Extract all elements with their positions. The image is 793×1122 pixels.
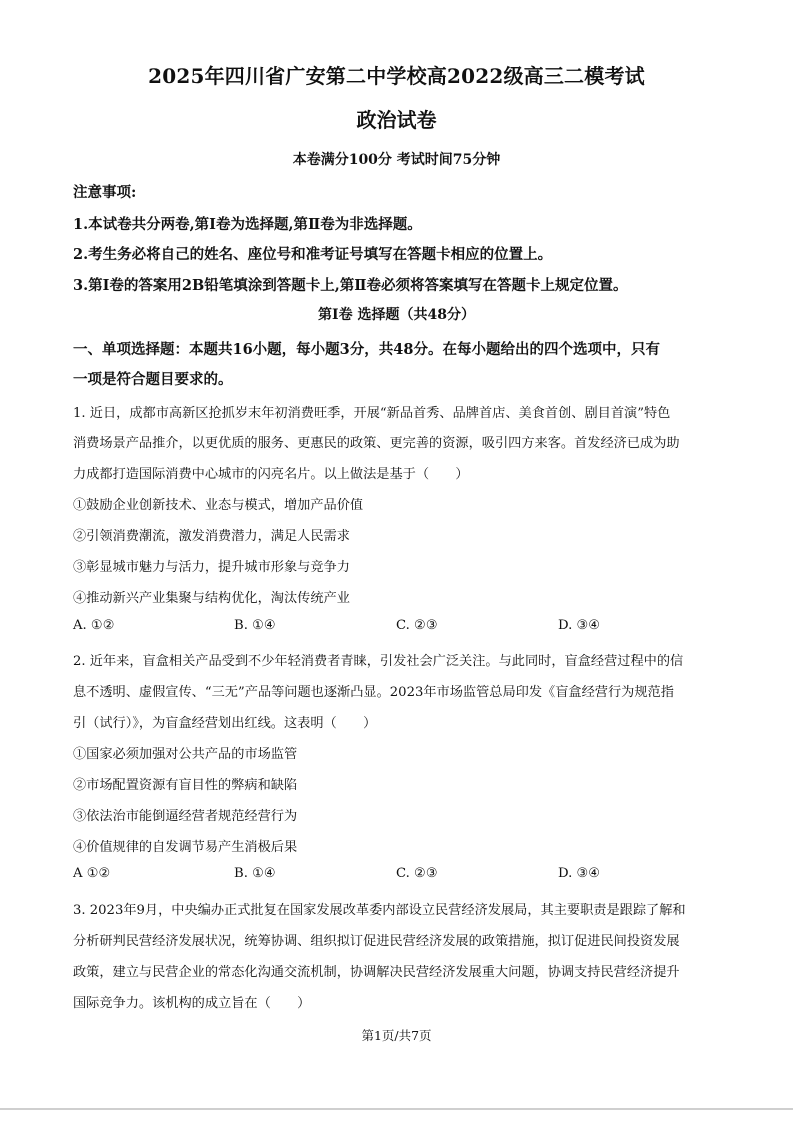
- question-2-stem-line-1: 2. 近年来，盲盒相关产品受到不少年轻消费者青睐，引发社会广泛关注。与此同时，盲盒经营过程中的信: [73, 654, 684, 669]
- question-3-stem-line-4: 国际竞争力。该机构的成立旨在（ ）: [73, 996, 311, 1011]
- question-2-option-2: ②市场配置资源有盲目性的弊病和缺陷: [73, 778, 298, 793]
- notice-item-2: 2.考生务必将自己的姓名、座位号和准考证号填写在答题卡相应的位置上。: [73, 246, 553, 263]
- question-2-choice-c: C. ②③: [396, 866, 438, 881]
- question-2-stem-line-2: 息不透明、虚假宣传、“三无”产品等问题也逐渐凸显。2023年市场监管总局印发《盲盒经营行为规范指: [73, 685, 674, 700]
- question-2-choice-d: D. ③④: [558, 866, 601, 881]
- question-1-stem-line-2: 消费场景产品推介，以更优质的服务、更惠民的政策、更完善的资源，吸引四方来客。首发经济已成为助: [73, 436, 680, 451]
- question-1-stem-line-3: 力成都打造国际消费中心城市的闪亮名片。以上做法是基于（ ）: [73, 467, 469, 482]
- exam-meta: 本卷满分100分 考试时间75分钟: [292, 152, 501, 168]
- exam-subject: 政治试卷: [356, 108, 437, 132]
- question-3-stem-line-3: 政策，建立与民营企业的常态化沟通交流机制，协调解决民营经济发展重大问题，协调支持民营经济提升: [73, 965, 680, 980]
- section-title: 第Ⅰ卷 选择题（共48分）: [318, 307, 475, 323]
- question-1-choice-b: B. ①④: [234, 618, 276, 633]
- question-2-choice-a: A ①②: [73, 866, 111, 881]
- notice-item-3: 3.第Ⅰ卷的答案用2B铅笔填涂到答题卡上,第Ⅱ卷必须将答案填写在答题卡上规定位置。: [73, 277, 628, 294]
- question-3-stem-line-1: 3. 2023年9月，中央编办正式批复在国家发展改革委内部设立民营经济发展局，其主要职责是跟踪了解和: [73, 903, 686, 918]
- section-instruction-line-2: 一项是符合题目要求的。: [73, 371, 233, 388]
- notice-heading: 注意事项:: [73, 184, 137, 201]
- question-1-option-2: ②引领消费潮流，激发消费潜力，满足人民需求: [73, 529, 350, 544]
- question-1-choice-c: C. ②③: [396, 618, 438, 633]
- question-2-choice-b: B. ①④: [234, 866, 276, 881]
- question-1-choices: [73, 618, 713, 638]
- question-1-choice-a: A. ①②: [73, 618, 115, 633]
- question-2-choices: [73, 866, 713, 886]
- question-2-option-3: ③依法治市能倒逼经营者规范经营行为: [73, 809, 298, 824]
- page-bottom-divider: [0, 1108, 793, 1110]
- question-2-option-4: ④价值规律的自发调节易产生消极后果: [73, 840, 298, 855]
- section-instruction-line-1: 一、单项选择题：本题共16小题，每小题3分，共48分。在每小题给出的四个选项中，只有: [73, 341, 660, 358]
- page-footer: 第1页/共7页: [361, 1028, 432, 1043]
- notice-item-1: 1.本试卷共分两卷,第Ⅰ卷为选择题,第Ⅱ卷为非选择题。: [73, 216, 422, 233]
- exam-title: 2025年四川省广安第二中学校高2022级高三二模考试: [148, 64, 645, 88]
- question-1-stem-line-1: 1. 近日，成都市高新区抢抓岁末年初消费旺季，开展“新品首秀、品牌首店、美食首创、剧目首演”特色: [73, 406, 671, 421]
- question-3-stem-line-2: 分析研判民营经济发展状况，统筹协调、组织拟订促进民营经济发展的政策措施，拟订促进民间投资发展: [73, 934, 680, 949]
- question-2-stem-line-3: 引（试行）》，为盲盒经营划出红线。这表明（ ）: [73, 716, 377, 731]
- question-1-option-4: ④推动新兴产业集聚与结构优化，淘汰传统产业: [73, 591, 350, 606]
- question-2-option-1: ①国家必须加强对公共产品的市场监管: [73, 747, 298, 762]
- question-1-option-1: ①鼓励企业创新技术、业态与模式，增加产品价值: [73, 498, 364, 513]
- question-1-option-3: ③彰显城市魅力与活力，提升城市形象与竞争力: [73, 560, 350, 575]
- question-1-choice-d: D. ③④: [558, 618, 601, 633]
